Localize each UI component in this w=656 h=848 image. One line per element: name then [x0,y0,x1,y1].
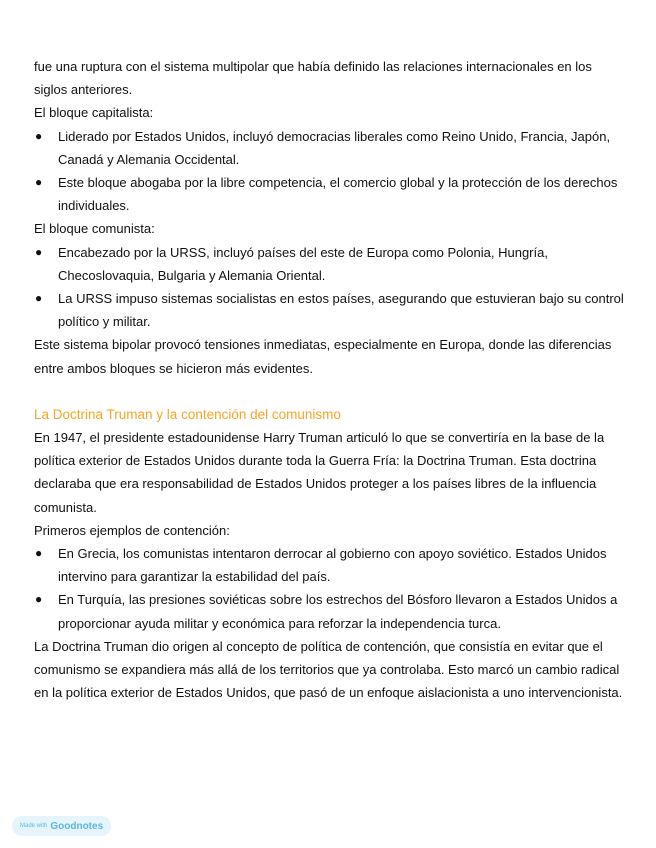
list-item [34,241,624,287]
list-item-text: En Grecia, los comunistas intentaron derrocar al gobierno con apoyo soviético. Estados Unidos intervino para garantizar la estabilidad del país. [58,546,607,585]
goodnotes-logo: Goodnotes [50,820,104,832]
list-item [34,287,624,333]
list-item-text: Este bloque abogaba por la libre competencia, el comercio global y la protección de los derechos individuales. [58,175,618,214]
list-item-text: Liderado por Estados Unidos, incluyó democracias liberales como Reino Unido, Francia, Japón, Canadá y Alemania Occidental. [58,128,611,167]
examples-list [34,542,624,635]
list-item [34,171,624,217]
intro-paragraph: fue una ruptura con el sistema multipolar que había definido las relaciones internacionales en los siglos anteriores. [34,59,592,98]
capitalist-list [34,125,624,218]
list-item-text: La URSS impuso sistemas socialistas en estos países, asegurando que estuvieran bajo su control político y militar. [58,291,624,330]
communist-block-title: El bloque comunista: [34,221,155,237]
list-item [34,125,624,171]
document-page [34,55,624,704]
made-with-goodnotes-badge[interactable] [12,816,111,836]
bullet-icon: ● [35,175,43,190]
bullet-icon: ● [35,546,43,561]
list-item-text: En Turquía, las presiones soviéticas sobre los estrechos del Bósforo llevaron a Estados Unidos a proporcionar ayuda militar y económica para reforzar la independencia turca. [58,592,618,631]
section-heading: La Doctrina Truman y la contención del comunismo [34,406,341,422]
conclusion-paragraph: La Doctrina Truman dio origen al concepto de política de contención, que consistía en evitar que el comunismo se expandiera más allá de los territorios que ya controlaba. Esto marcó un cambio radical en la política exterior de Estados Unidos, que pasó de un enfoque aislacionista a uno intervencionista. [34,638,623,701]
bullet-icon: ● [35,128,43,143]
bullet-icon: ● [35,291,43,306]
list-item-text: Encabezado por la URSS, incluyó países del este de Europa como Polonia, Hungría, Checoslovaquia, Bulgaria y Alemania Oriental. [58,244,548,283]
communist-list [34,241,624,334]
list-item [34,542,624,588]
bipolar-paragraph: Este sistema bipolar provocó tensiones inmediatas, especialmente en Europa, donde las diferencias entre ambos bloques se hicieron más evidentes. [34,337,612,376]
capitalist-block-title: El bloque capitalista: [34,105,154,121]
list-item [34,588,624,634]
bullet-icon: ● [35,592,43,607]
badge-prefix: Made with [20,823,48,829]
bullet-icon: ● [35,244,43,259]
truman-paragraph: En 1947, el presidente estadounidense Harry Truman articuló lo que se convertiría en la base de la política exterior de Estados Unidos durante toda la Guerra Fría: la Doctrina Truman. Esta doctrina declaraba que era responsabilidad de Estados Unidos proteger a los países libres de la influencia comunista. [34,430,605,515]
examples-title: Primeros ejemplos de contención: [34,522,230,538]
